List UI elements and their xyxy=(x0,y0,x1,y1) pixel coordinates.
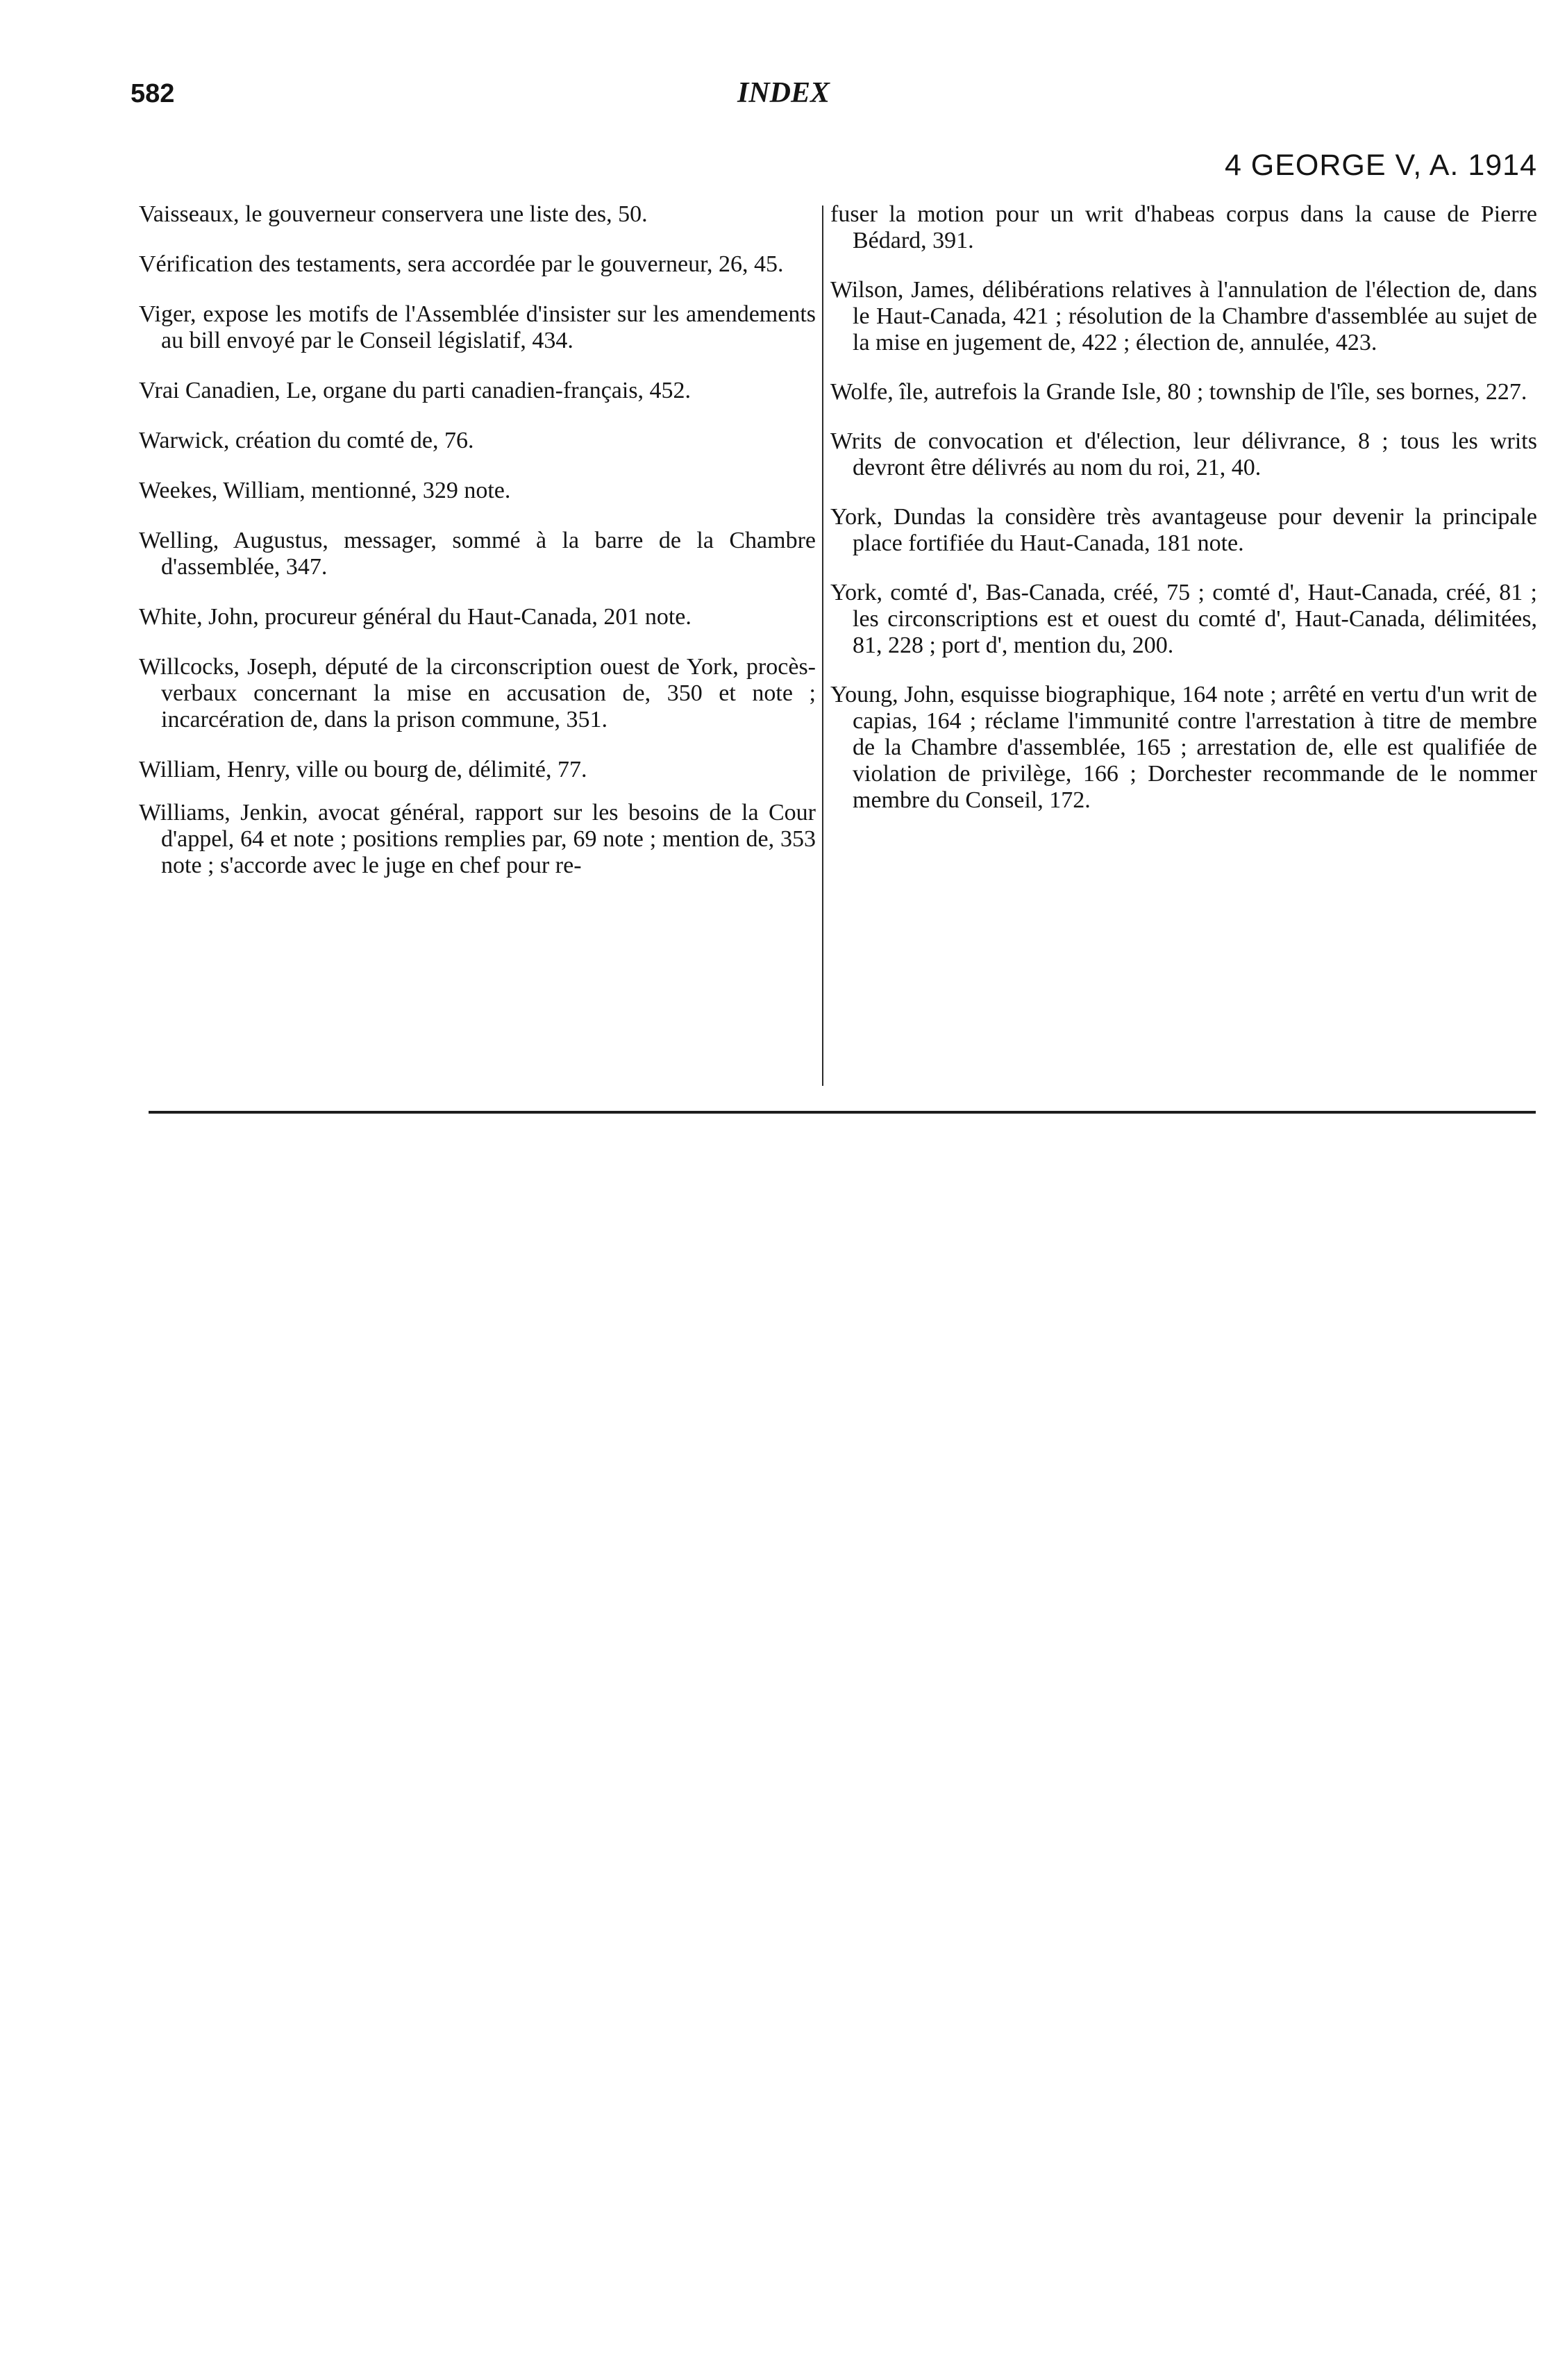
index-entry: Williams, Jenkin, avocat général, rapport sur les besoins de la Cour d'appel, 64 et note ; positions remplies par, 69 note ; mention de, 353 note ; s'accorde avec le juge en chef pour re- xyxy=(139,800,816,878)
index-entry-continued: fuser la motion pour un writ d'habeas corpus dans la cause de Pierre Bédard, 391. xyxy=(830,201,1537,253)
index-entry: York, Dundas la considère très avantageuse pour devenir la principale place fortifiée du Haut-Canada, 181 note. xyxy=(830,504,1537,556)
index-column-right xyxy=(830,201,1537,837)
index-entry: Warwick, création du comté de, 76. xyxy=(139,428,474,453)
index-entry: Wolfe, île, autrefois la Grande Isle, 80 ; township de l'île, ses bornes, 227. xyxy=(830,379,1527,405)
page-number: 582 xyxy=(131,79,175,108)
index-entry: Vérification des testaments, sera accordée par le gouverneur, 26, 45. xyxy=(139,251,784,277)
session-heading: 4 GEORGE V, A. 1914 xyxy=(1224,149,1537,182)
bottom-rule xyxy=(149,1111,1536,1114)
index-entry: Vrai Canadien, Le, organe du parti canadien-français, 452. xyxy=(139,378,692,403)
index-entry: Weekes, William, mentionné, 329 note. xyxy=(139,478,511,503)
index-entry: Writs de convocation et d'élection, leur délivrance, 8 ; tous les writs devront être délivrés au nom du roi, 21, 40. xyxy=(830,428,1537,480)
index-entry: Young, John, esquisse biographique, 164 note ; arrêté en vertu d'un writ de capias, 164 ; réclame l'immunité contre l'arrestation à titre de membre de la Chambre d'assemblée, 165 ; arrestation de, elle est qualifiée de violation de privilège, 166 ; Dorchester recommande de le nommer membre du Conseil, 172. xyxy=(830,682,1537,813)
index-entry: Welling, Augustus, messager, sommé à la barre de la Chambre d'assemblée, 347. xyxy=(139,528,816,580)
index-column-left xyxy=(139,201,816,903)
column-rule xyxy=(822,206,823,1086)
index-entry: Viger, expose les motifs de l'Assemblée d'insister sur les amendements au bill envoyé par le Conseil législatif, 434. xyxy=(139,301,816,353)
running-head: INDEX xyxy=(737,77,830,109)
index-entry: Willcocks, Joseph, député de la circonscription ouest de York, procès-verbaux concernant la mise en accusation de, 350 et note ; incarcération de, dans la prison commune, 351. xyxy=(139,654,816,732)
index-entry: Vaisseaux, le gouverneur conservera une liste des, 50. xyxy=(139,201,648,227)
index-entry: William, Henry, ville ou bourg de, délimité, 77. xyxy=(139,757,587,782)
index-entry: York, comté d', Bas-Canada, créé, 75 ; comté d', Haut-Canada, créé, 81 ; les circonscriptions est et ouest du comté d', Haut-Canada, délimitées, 81, 228 ; port d', mention du, 200. xyxy=(830,580,1537,658)
index-entry: White, John, procureur général du Haut-Canada, 201 note. xyxy=(139,604,692,630)
index-entry: Wilson, James, délibérations relatives à l'annulation de l'élection de, dans le Haut-Canada, 421 ; résolution de la Chambre d'assemblée au sujet de la mise en jugement de, 422 ; élection de, annulée, 423. xyxy=(830,277,1537,355)
